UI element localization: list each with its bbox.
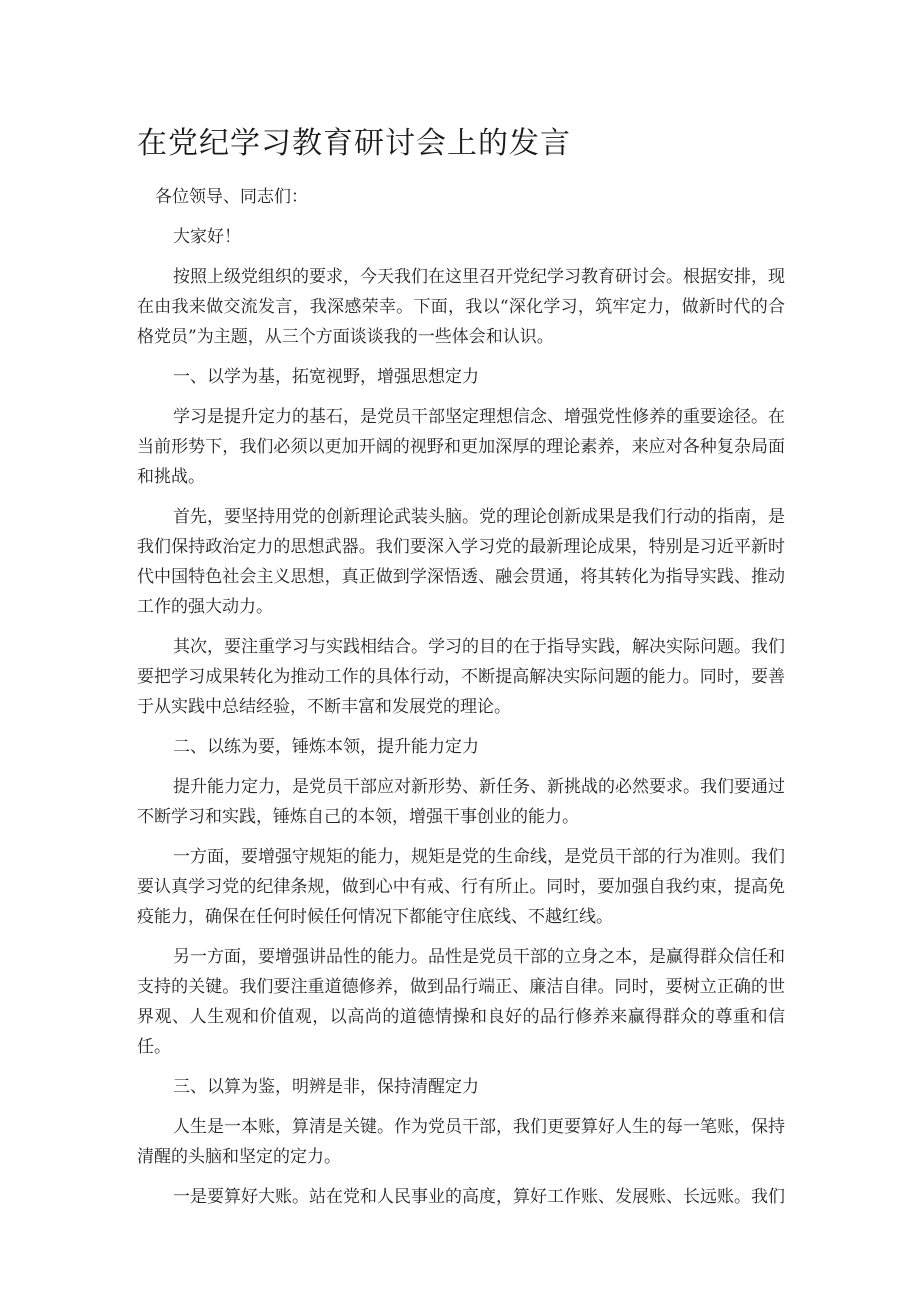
opening-line: 大家好！ bbox=[173, 227, 241, 247]
greeting: 各位领导、同志们： bbox=[155, 187, 308, 207]
document-title: 在党纪学习教育研讨会上的发言 bbox=[137, 126, 571, 161]
body-paragraph: 首先，要坚持用党的创新理论武装头脑。党的理论创新成果是我们行动的指南，是我们保持政治定力的思想武器。我们要深入学习党的最新理论成果，特别是习近平新时代中国特色社会主义思想，真正做到学深悟透、融会贯通，将其转化为指导实践、推动工作的强大动力。 bbox=[137, 507, 785, 617]
body-paragraph: 人生是一本账，算清是关键。作为党员干部，我们更要算好人生的每一笔账，保持清醒的头脑和坚定的定力。 bbox=[137, 1117, 785, 1167]
body-paragraph: 一方面，要增强守规矩的能力，规矩是党的生命线，是党员干部的行为准则。我们要认真学习党的纪律条规，做到心中有戒、行有所止。同时，要加强自我约束，提高免疫能力，确保在任何时候任何情况下都能守住底线、不越红线。 bbox=[137, 847, 785, 927]
body-paragraph: 一是要算好大账。站在党和人民事业的高度，算好工作账、发展账、长远账。我们 bbox=[173, 1187, 785, 1207]
document-body bbox=[137, 182, 785, 1222]
section-heading: 二、以练为要，锤炼本领，提升能力定力 bbox=[173, 737, 479, 757]
section-heading: 一、以学为基，拓宽视野，增强思想定力 bbox=[173, 367, 479, 387]
intro-paragraph: 按照上级党组织的要求，今天我们在这里召开党纪学习教育研讨会。根据安排，现在由我来做交流发言，我深感荣幸。下面，我以“深化学习，筑牢定力，做新时代的合格党员”为主题，从三个方面谈谈我的一些体会和认识。 bbox=[137, 267, 785, 347]
body-paragraph: 提升能力定力，是党员干部应对新形势、新任务、新挑战的必然要求。我们要通过不断学习和实践，锤炼自己的本领，增强干事创业的能力。 bbox=[137, 777, 785, 827]
section-heading: 三、以算为鉴，明辨是非，保持清醒定力 bbox=[173, 1077, 479, 1097]
body-paragraph: 另一方面，要增强讲品性的能力。品性是党员干部的立身之本，是赢得群众信任和支持的关键。我们要注重道德修养，做到品行端正、廉洁自律。同时，要树立正确的世界观、人生观和价值观，以高尚的道德情操和良好的品行修养来赢得群众的尊重和信任。 bbox=[137, 947, 785, 1057]
body-paragraph: 其次，要注重学习与实践相结合。学习的目的在于指导实践，解决实际问题。我们要把学习成果转化为推动工作的具体行动，不断提高解决实际问题的能力。同时，要善于从实践中总结经验，不断丰富和发展党的理论。 bbox=[137, 637, 785, 717]
body-paragraph: 学习是提升定力的基石，是党员干部坚定理想信念、增强党性修养的重要途径。在当前形势下，我们必须以更加开阔的视野和更加深厚的理论素养，来应对各种复杂局面和挑战。 bbox=[137, 407, 785, 487]
